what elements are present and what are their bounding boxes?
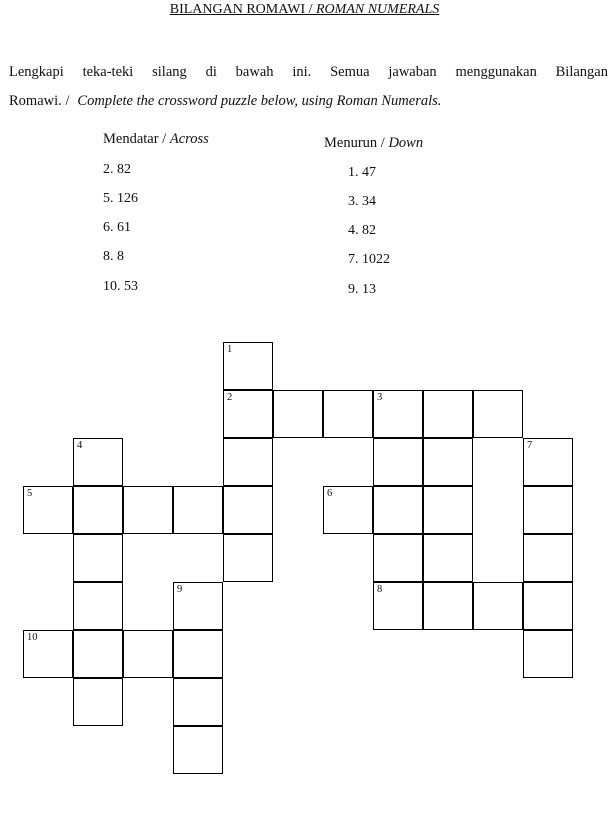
- across-heading-id: Mendatar /: [103, 131, 170, 147]
- crossword-cell[interactable]: [373, 486, 423, 534]
- clue-number: 3: [377, 392, 383, 403]
- crossword-cell[interactable]: [173, 678, 223, 726]
- crossword-cell[interactable]: [173, 582, 223, 630]
- crossword-cell[interactable]: [323, 486, 373, 534]
- crossword-cell[interactable]: [73, 582, 123, 630]
- crossword-cell[interactable]: [73, 438, 123, 486]
- clue-number: 1: [227, 344, 233, 355]
- crossword-cell[interactable]: [423, 582, 473, 630]
- crossword-cell[interactable]: [423, 438, 473, 486]
- crossword-cell[interactable]: [373, 438, 423, 486]
- down-heading: [324, 135, 423, 152]
- page-title: [0, 2, 609, 18]
- crossword-cell[interactable]: [423, 486, 473, 534]
- down-clue: 7. 1022: [348, 252, 390, 267]
- crossword-cell[interactable]: [373, 390, 423, 438]
- crossword-cell[interactable]: [123, 630, 173, 678]
- down-clue: 3. 34: [348, 194, 376, 209]
- crossword-cell[interactable]: [223, 534, 273, 582]
- down-clue: 4. 82: [348, 223, 376, 238]
- crossword-cell[interactable]: [523, 486, 573, 534]
- crossword-cell[interactable]: [23, 486, 73, 534]
- down-heading-id: Menurun /: [324, 135, 389, 151]
- crossword-cell[interactable]: [73, 486, 123, 534]
- crossword-cell[interactable]: [123, 486, 173, 534]
- crossword-cell[interactable]: [223, 438, 273, 486]
- crossword-cell[interactable]: [273, 390, 323, 438]
- crossword-cell[interactable]: [423, 390, 473, 438]
- across-heading-en: Across: [169, 131, 209, 147]
- crossword-cell[interactable]: [473, 390, 523, 438]
- clue-number: 5: [27, 488, 33, 499]
- across-clue: 5. 126: [103, 191, 138, 206]
- across-clue: 10. 53: [103, 279, 138, 294]
- down-heading-en: Down: [388, 135, 424, 151]
- clue-number: 10: [27, 632, 38, 643]
- down-clue: 1. 47: [348, 165, 376, 180]
- title-main: BILANGAN ROMAWI /: [169, 2, 316, 17]
- crossword-cell[interactable]: [373, 582, 423, 630]
- instruction-line-2-id: Romawi. /: [9, 93, 70, 109]
- across-clue: 2. 82: [103, 162, 131, 177]
- instruction-line-2: [9, 87, 608, 116]
- crossword-cell[interactable]: [323, 390, 373, 438]
- clue-number: 6: [327, 488, 333, 499]
- crossword-cell[interactable]: [223, 486, 273, 534]
- crossword-cell[interactable]: [23, 630, 73, 678]
- down-clue: 9. 13: [348, 282, 376, 297]
- crossword-cell[interactable]: [73, 630, 123, 678]
- clue-number: 9: [177, 584, 183, 595]
- title-english: ROMAN NUMERALS: [316, 2, 440, 17]
- crossword-cell[interactable]: [523, 534, 573, 582]
- crossword-cell[interactable]: [523, 438, 573, 486]
- crossword-cell[interactable]: [173, 726, 223, 774]
- crossword-cell[interactable]: [473, 582, 523, 630]
- crossword-cell[interactable]: [173, 486, 223, 534]
- crossword-cell[interactable]: [173, 630, 223, 678]
- crossword-cell[interactable]: [523, 630, 573, 678]
- crossword-cell[interactable]: [223, 390, 273, 438]
- crossword-cell[interactable]: [223, 342, 273, 390]
- instruction-line-2-en: Complete the crossword puzzle below, using Roman Numerals.: [77, 93, 442, 109]
- crossword-cell[interactable]: [73, 678, 123, 726]
- across-heading: [103, 131, 209, 148]
- across-clue: 8. 8: [103, 249, 124, 264]
- across-clue: 6. 61: [103, 220, 131, 235]
- clue-number: 8: [377, 584, 383, 595]
- crossword-cell[interactable]: [373, 534, 423, 582]
- clue-number: 7: [527, 440, 533, 451]
- clue-number: 2: [227, 392, 233, 403]
- crossword-cell[interactable]: [423, 534, 473, 582]
- clue-number: 4: [77, 440, 83, 451]
- instructions: [9, 58, 608, 116]
- crossword-cell[interactable]: [73, 534, 123, 582]
- crossword-cell[interactable]: [523, 582, 573, 630]
- instruction-line-1: Lengkapi teka-teki silang di bawah ini. Semua jawaban menggunakan Bilangan: [9, 64, 608, 80]
